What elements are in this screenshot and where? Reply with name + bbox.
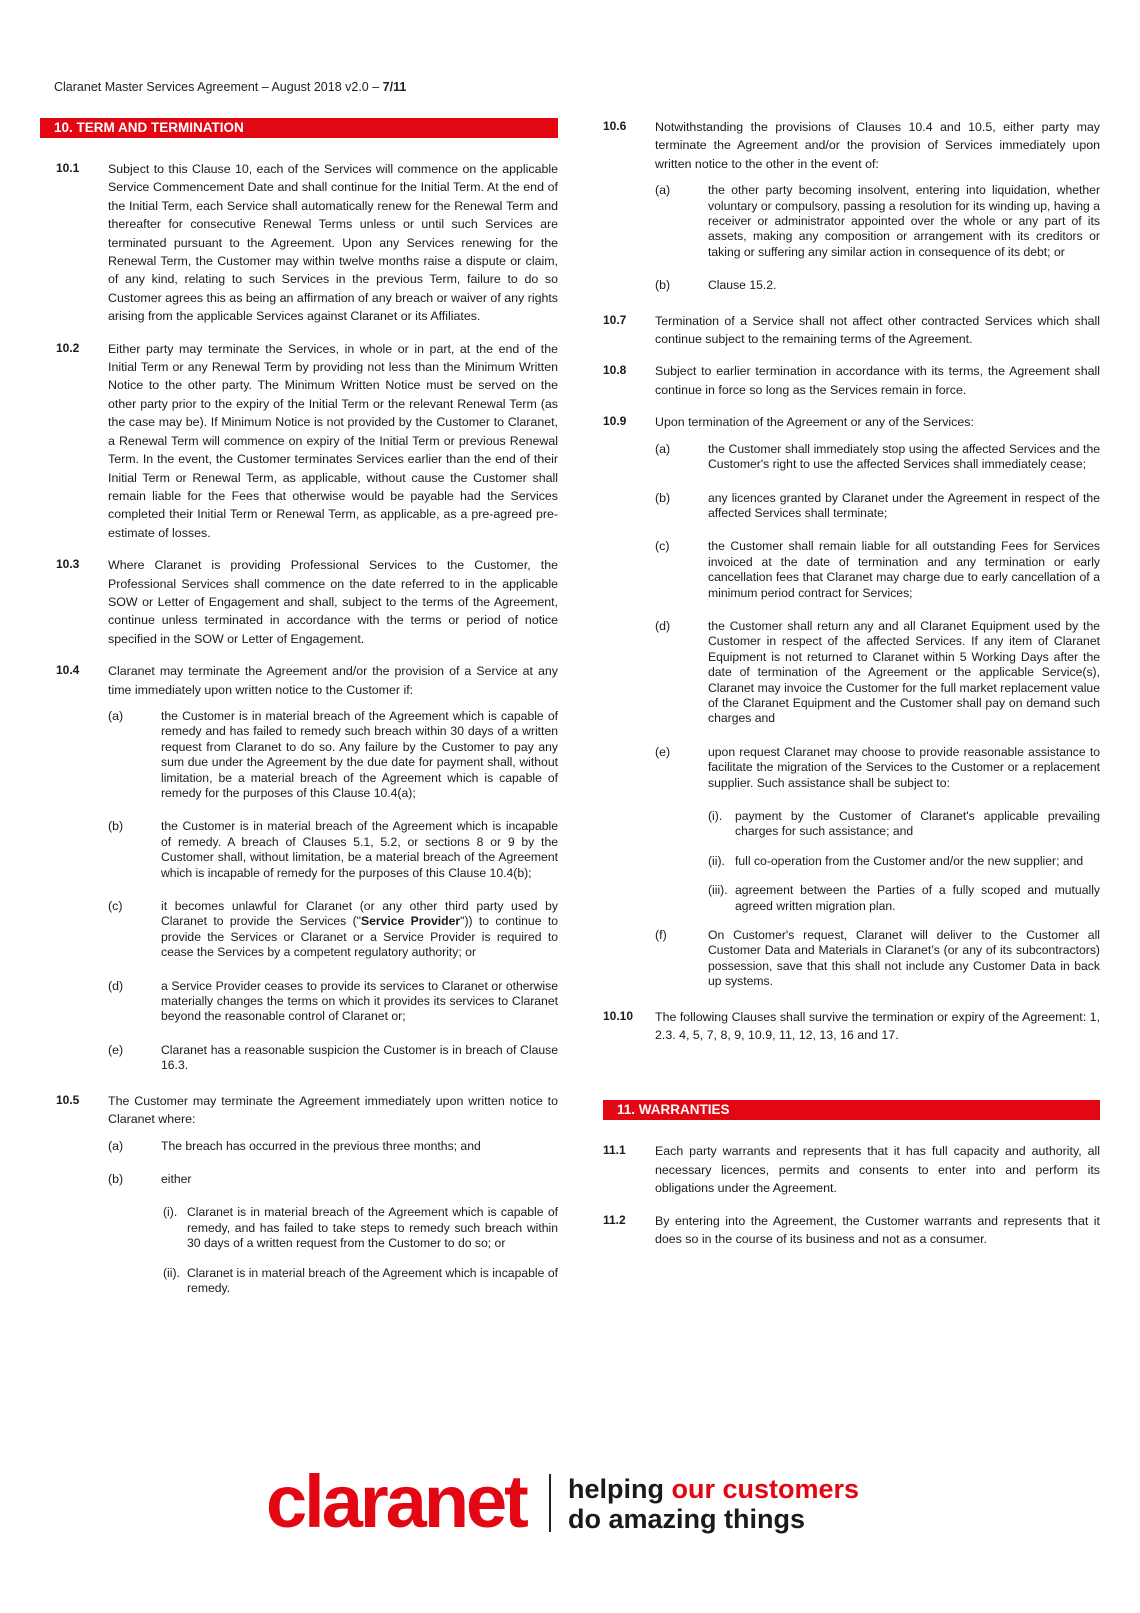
subclause-e	[40, 1043, 558, 1074]
subclause-label: (e)	[655, 744, 671, 759]
clause-10-3	[40, 556, 558, 648]
clause-number: 10.5	[56, 1092, 80, 1107]
clause-10-8	[603, 362, 1100, 399]
clause-number: 10.10	[603, 1008, 634, 1023]
document-title: Claranet Master Services Agreement – August 2018 v2.0 –	[54, 80, 383, 94]
subclause-a	[40, 709, 558, 801]
subclause-label: (b)	[655, 490, 671, 505]
subclause-b	[40, 1172, 558, 1187]
clause-number: 11.1	[603, 1143, 626, 1158]
subclause-label: (b)	[108, 819, 124, 834]
defined-term: Service Provider	[360, 914, 461, 929]
subclause-c	[603, 539, 1100, 601]
clause-number: 10.6	[603, 119, 627, 133]
subclause-label: (ii).	[708, 853, 725, 868]
subclause-text: full co-operation from the Customer and/or the new supplier; and	[735, 853, 1084, 868]
section-heading-warranties: 11. WARRANTIES	[603, 1100, 1100, 1120]
subclause-text: the Customer shall remain liable for all outstanding Fees for Services invoiced at the date of termination and any termination or early cancellation fees that Claranet may charge due to early cancellation of a minimum period contract for Services;	[708, 539, 1100, 600]
subclause-c	[40, 899, 558, 961]
clause-text: Either party may terminate the Services, in whole or in part, at the end of the Initial Term or any Renewal Term by providing not less than the Minimum Written Notice to the other party. The Minimum Written Notice must be served on the other party prior to the expiry of the Initial Term or the relevant Renewal Term (as the case may be). If Minimum Notice is not provided by the Customer to Claranet, a Renewal Term will commence on expiry of the Initial Term or previous Renewal Term. In the event, the Customer terminates Services earlier than the end of their Initial Term or Renewal Term, as applicable, without cause the Customer shall remain liable for the Fees that otherwise would be payable had the Services completed their Initial Term or Renewal Term, as applicable, as a pre-agreed pre-estimate of losses.	[108, 341, 558, 540]
subclause-text	[161, 899, 558, 961]
clause-text: Claranet may terminate the Agreement and/or the provision of a Service at any time immediately upon written notice to the Customer if:	[108, 664, 558, 697]
subclause-label: (i).	[708, 809, 723, 823]
clause-text: Subject to this Clause 10, each of the Services will commence on the applicable Service Commencement Date and shall continue for the Initial Term. At the end of the Initial Term, each Service shall automatically renew for the Renewal Term and thereafter for consecutive Renewal Terms unless or until such Services are terminated pursuant to the Agreement. Upon any Services renewing for the Renewal Term, the Customer may within twelve months raise a dispute or claim, of any kind, relating to such Services in the previous Term, failure to do so Customer agrees this as being an affirmation of any breach or waiver of any rights arising from the applicable Services against Claranet or its Affiliates.	[108, 162, 558, 324]
subclause-text: Claranet has a reasonable suspicion the Customer is in breach of Clause 16.3.	[161, 1042, 558, 1073]
tagline-highlight: our customers	[671, 1474, 860, 1504]
clause-10-10	[603, 1008, 1100, 1045]
subclause-a	[603, 183, 1100, 260]
clause-text: Notwithstanding the provisions of Clauses 10.4 and 10.5, either party may terminate the Agreement and/or the provision of Services immediately upon written notice to the other in the event of:	[655, 120, 1100, 171]
subclause-b	[40, 819, 558, 881]
clause-number: 10.4	[56, 663, 80, 678]
subclause-text: any licences granted by Claranet under the Agreement in respect of the affected Services shall terminate;	[708, 490, 1100, 520]
clause-10-7	[603, 312, 1100, 349]
subclause-ii	[40, 1266, 558, 1297]
subclause-text: Clause 15.2.	[708, 278, 777, 293]
page-header	[54, 80, 406, 94]
subclause-text: agreement between the Parties of a fully scoped and mutually agreed written migration plan.	[735, 883, 1100, 913]
subclause-label: (i).	[163, 1205, 178, 1220]
subclause-text: the Customer is in material breach of the Agreement which is capable of remedy and has failed to remedy such breach within 30 days of a written request from Claranet to do so. Any failure by the Customer to pay any sum due under the Agreement by the due date for payment shall, without limitation, be a material breach of the Agreement which is capable of remedy for the purposes of this Clause 10.4(a);	[161, 708, 558, 800]
subclause-label: (ii).	[163, 1265, 180, 1280]
subclause-b	[603, 278, 1100, 293]
subclause-a	[603, 442, 1100, 473]
subclause-text: The breach has occurred in the previous three months; and	[161, 1138, 481, 1153]
clause-10-9	[603, 413, 1100, 989]
subclause-text-part: ")) to continue to provide the Services or Claranet or a Service Provider is required to cease the Services by a competent regulatory authority; or	[161, 914, 558, 960]
subclause-d	[603, 619, 1100, 727]
subclause-label: (b)	[108, 1171, 124, 1186]
clause-10-5	[40, 1092, 558, 1297]
clause-text: The Customer may terminate the Agreement immediately upon written notice to Claranet where:	[108, 1093, 558, 1127]
subclause-text: the other party becoming insolvent, entering into liquidation, whether voluntary or compulsory, passing a resolution for its winding up, having a receiver or administrator appointed over the whole or any part of its assets, making any composition or arrangement with its creditors or taking or suffering any similar action in consequence of its debt; or	[708, 183, 1100, 259]
clause-10-1	[40, 160, 558, 326]
subclause-label: (d)	[655, 618, 671, 633]
subclause-label: (e)	[108, 1042, 124, 1057]
clause-text: Subject to earlier termination in accordance with its terms, the Agreement shall continue in force so long as the Services remain in force.	[655, 364, 1100, 397]
subclause-label: (d)	[108, 978, 124, 993]
subclause-text: On Customer's request, Claranet will deliver to the Customer all Customer Data and Materials in Claranet’s (or any of its subcontractors) possession, save that this shall not include any Customer Data in back up systems.	[708, 928, 1100, 989]
clause-text: By entering into the Agreement, the Customer warrants and represents that it does so in the course of its business and not as a consumer.	[655, 1213, 1100, 1247]
subclause-iii	[603, 883, 1100, 914]
subclause-label: (c)	[655, 539, 670, 554]
subclause-label: (c)	[108, 899, 123, 914]
clause-10-4	[40, 662, 558, 1074]
clause-text: Upon termination of the Agreement or any of the Services:	[655, 415, 974, 430]
subclause-label: (a)	[655, 183, 671, 198]
clause-10-2	[40, 340, 558, 542]
clause-number: 10.3	[56, 557, 80, 572]
subclause-label: (iii).	[708, 883, 728, 898]
subclause-label: (f)	[655, 928, 667, 943]
claranet-logo: claranet	[266, 1460, 526, 1543]
subclause-label: (b)	[655, 278, 671, 293]
subclause-a	[40, 1139, 558, 1154]
footer-divider	[549, 1474, 551, 1532]
clause-number: 10.1	[56, 161, 80, 175]
subclause-label: (a)	[108, 1138, 124, 1153]
subclause-text: Claranet is in material breach of the Agreement which is incapable of remedy.	[187, 1265, 558, 1295]
clause-text: Each party warrants and represents that it has full capacity and authority, all necessary licences, permits and consents to enter into and perform its obligations under the Agreement.	[655, 1144, 1100, 1196]
subclause-i	[40, 1205, 558, 1251]
page-number: 7/11	[382, 80, 407, 94]
subclause-text: either	[161, 1171, 192, 1186]
subclause-text: Claranet is in material breach of the Agreement which is capable of remedy, and has failed to take steps to remedy such breach within 30 days of a written request from the Customer to do so; or	[187, 1205, 558, 1251]
subclause-text-part: it becomes unlawful for Claranet (or any other third party used by Claranet to provide the Services ("	[161, 899, 558, 929]
footer-tagline-line-2: do amazing things	[568, 1504, 806, 1534]
clause-number: 10.9	[603, 414, 627, 429]
clause-text: Where Claranet is providing Professional Services to the Customer, the Professional Services shall commence on the date referred to in the applicable SOW or Letter of Engagement and shall, subject to the terms of the Agreement, continue unless terminated in accordance with the terms or period of notice specified in the SOW or Letter of Engagement.	[108, 558, 558, 646]
subclause-b	[603, 491, 1100, 522]
subclause-text: the Customer is in material breach of the Agreement which is incapable of remedy. A breach of Clauses 5.1, 5.2, or sections 8 or 9 by the Customer shall, without limitation, be a material breach of the Agreement which is incapable of remedy for the purposes of this Clause 10.4(b);	[161, 819, 558, 880]
subclause-text: the Customer shall return any and all Claranet Equipment used by the Customer in respect of the affected Services. If any item of Claranet Equipment is not returned to Claranet within 5 Working Days after the date of termination of the Agreement or the applicable Service(s), Claranet may invoice the Customer for the full market replacement value of the Claranet Equipment and the Customer shall pay on demand such charges and	[708, 618, 1100, 726]
subclause-text: payment by the Customer of Claranet's applicable prevailing charges for such assistance; and	[735, 809, 1100, 839]
clause-number: 10.2	[56, 340, 80, 355]
tagline-part: helping	[568, 1474, 672, 1504]
clause-number: 10.8	[603, 363, 627, 378]
subclause-text: upon request Claranet may choose to provide reasonable assistance to facilitate the migration of the Services to the Customer or a replacement supplier. Such assistance shall be subject to:	[708, 744, 1100, 790]
footer-tagline-line-1	[568, 1474, 859, 1504]
subclause-label: (a)	[655, 441, 671, 456]
subclause-f	[603, 928, 1100, 990]
subclause-ii	[603, 854, 1100, 869]
clause-11-2	[603, 1212, 1100, 1249]
subclause-label: (a)	[108, 708, 124, 723]
subclause-text: the Customer shall immediately stop using the affected Services and the Customer's right to use the affected Services shall immediately cease;	[708, 441, 1100, 472]
clause-number: 11.2	[603, 1212, 626, 1227]
subclause-e	[603, 745, 1100, 791]
clause-10-6	[603, 118, 1100, 294]
subclause-i	[603, 809, 1100, 840]
clause-number: 10.7	[603, 312, 627, 327]
clause-text: The following Clauses shall survive the termination or expiry of the Agreement: 1, 2.3. 4, 5, 7, 8, 9, 10.9, 11, 12, 13, 16 and 17.	[655, 1009, 1100, 1043]
section-heading-term-termination: 10. TERM AND TERMINATION	[40, 118, 558, 138]
subclause-d	[40, 979, 558, 1025]
clause-text: Termination of a Service shall not affect other contracted Services which shall continue subject to the remaining terms of the Agreement.	[655, 313, 1100, 347]
clause-11-1	[603, 1142, 1100, 1197]
right-column	[603, 118, 1100, 1263]
left-column	[40, 118, 558, 1310]
subclause-text: a Service Provider ceases to provide its services to Claranet or otherwise materially changes the terms on which it provides its services to Claranet beyond the reasonable control of Claranet or;	[161, 978, 558, 1024]
